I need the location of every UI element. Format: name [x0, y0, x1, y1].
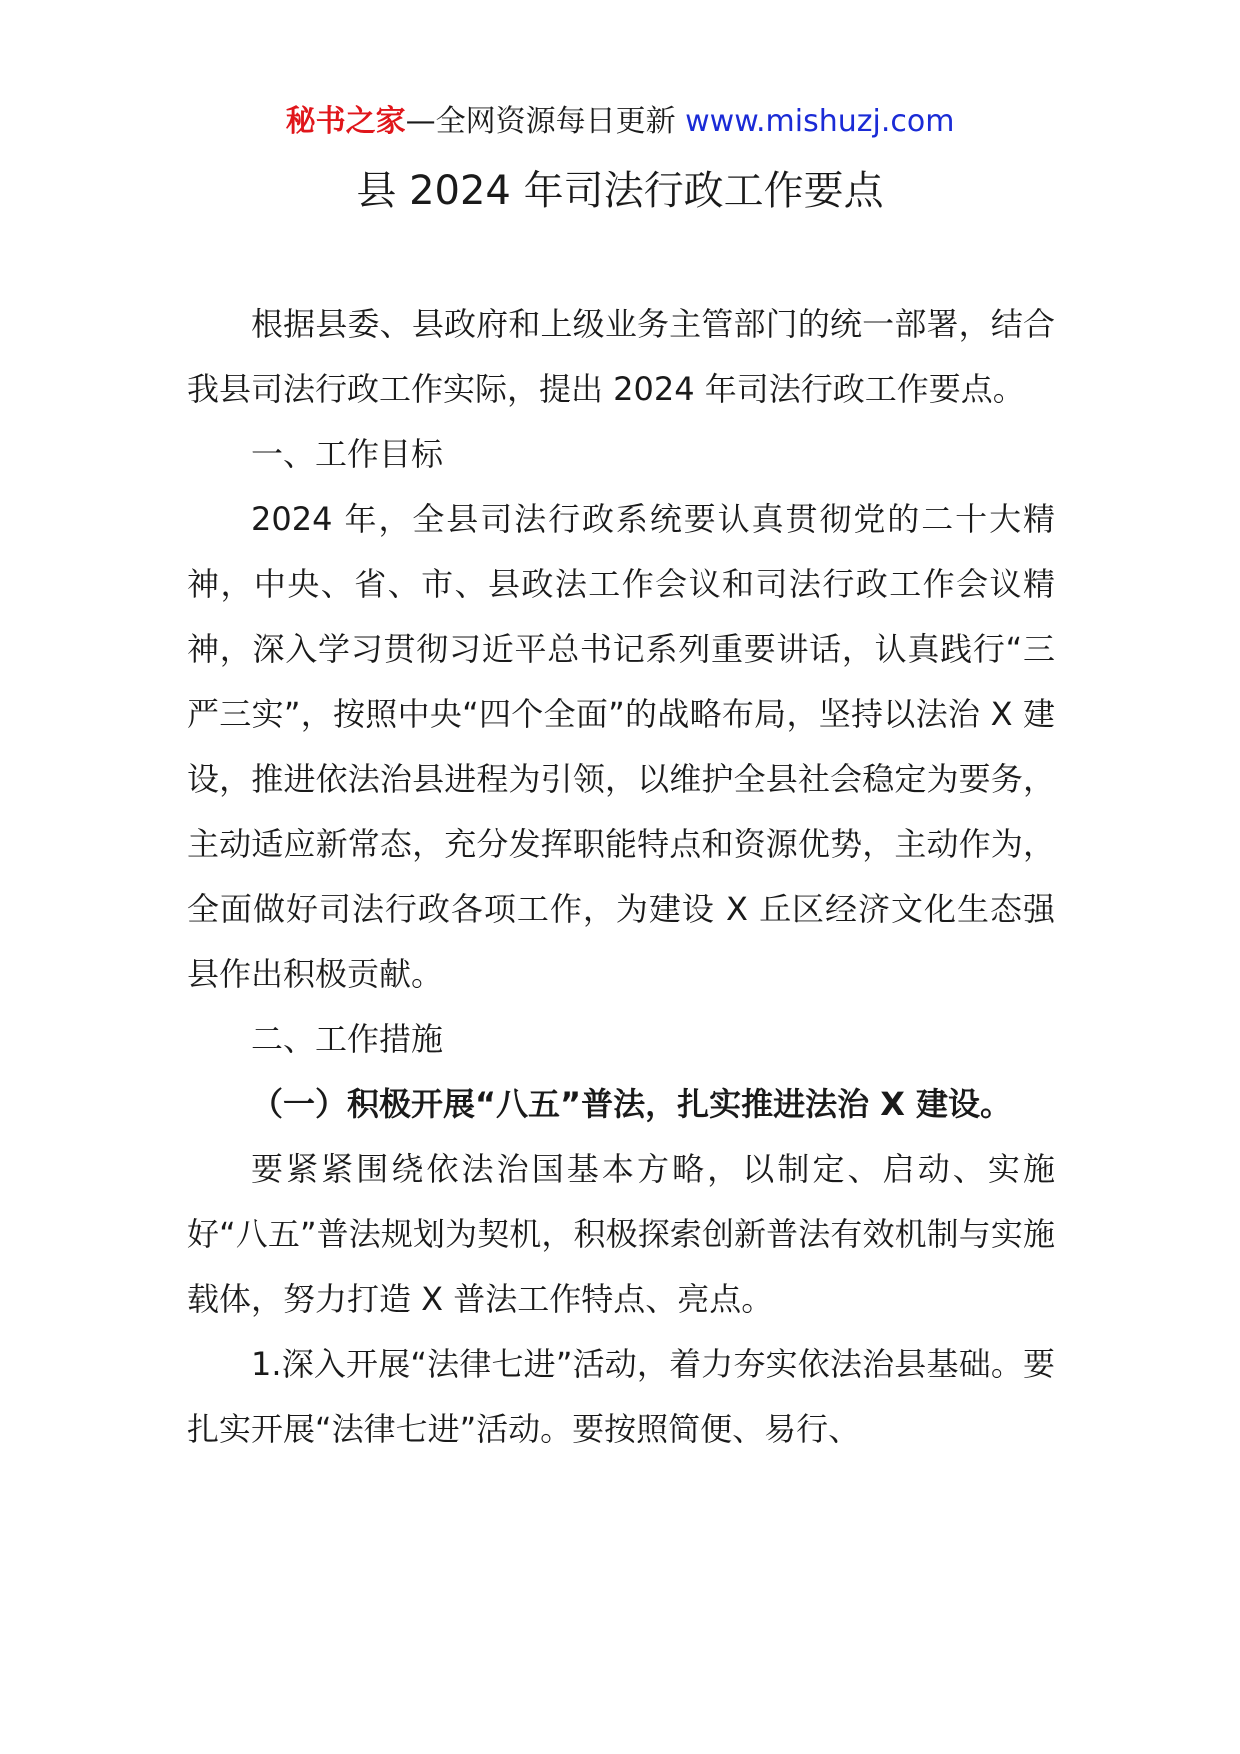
body-paragraph: 2024 年，全县司法行政系统要认真贯彻党的二十大精神，中央、省、市、县政法工作会议和司法行政工作会议精神，深入学习贯彻习近平总书记系列重要讲话，认真践行“三严三实”，按照中央“四个全面”的战略布局，坚持以法治 X 建设，推进依法治县进程为引领，以维护全县社会稳定为要务，主动适应新常态，充分发挥职能特点和资源优势，主动作为，全面做好司法行政各项工作，为建设 X 丘区经济文化生态强县作出积极贡献。: [187, 500, 1055, 993]
body-paragraph: 1.深入开展“法律七进”活动，着力夯实依法治县基础。要扎实开展“法律七进”活动。要按照简便、易行、: [187, 1345, 1055, 1448]
document-title: 县 2024 年司法行政工作要点: [356, 168, 884, 214]
section-heading: 一、工作目标: [251, 435, 444, 473]
header-slogan: —全网资源每日更新: [405, 104, 686, 139]
watermark-header: [0, 100, 1240, 144]
body-paragraph: 要紧紧围绕依法治国基本方略，以制定、启动、实施好“八五”普法规划为契机，积极探索创新普法有效机制与实施载体，努力打造 X 普法工作特点、亮点。: [187, 1150, 1055, 1318]
site-url[interactable]: www.mishuzj.com: [685, 104, 955, 139]
section-heading: 二、工作措施: [251, 1020, 444, 1058]
subsection-heading: （一）积极开展“八五”普法，扎实推进法治 X 建设。: [251, 1085, 1013, 1123]
brand-name: 秘书之家: [285, 104, 406, 139]
intro-paragraph: 根据县委、县政府和上级业务主管部门的统一部署，结合我县司法行政工作实际，提出 2024 年司法行政工作要点。: [187, 305, 1055, 408]
document-body: [187, 292, 1055, 1462]
